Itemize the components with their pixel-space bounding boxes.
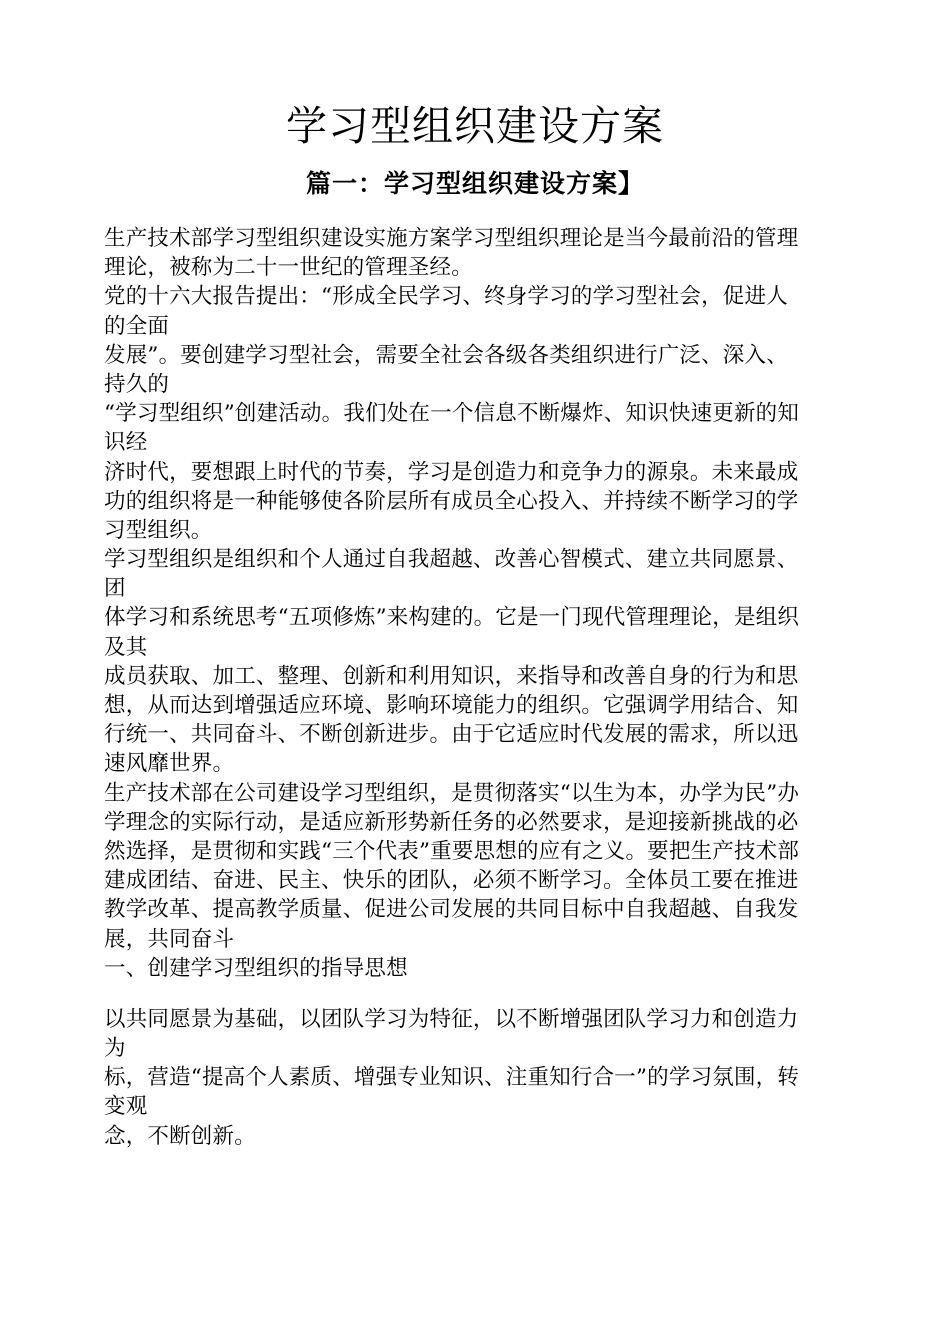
body-line: 团 xyxy=(104,576,126,602)
body-line: 持久的 xyxy=(104,371,170,397)
body-line: 的全面 xyxy=(104,313,170,339)
body-line: 济时代，要想跟上时代的节奏，学习是创造力和竞争力的源泉。未来最成 xyxy=(104,459,799,485)
body-line: 党的十六大报告提出：“形成全民学习、终身学习的学习型社会，促进人 xyxy=(104,284,788,310)
section-heading: 一、创建学习型组织的指导思想 xyxy=(104,955,408,981)
body-line: 及其 xyxy=(104,634,148,660)
body-line: 理论，被称为二十一世纪的管理圣经。 xyxy=(104,255,473,281)
body-line: 为 xyxy=(104,1036,126,1062)
document-subtitle: 篇一：学习型组织建设方案】 xyxy=(305,169,644,198)
body-line: 然选择，是贯彻和实践“三个代表”重要思想的应有之义。要把生产技术部 xyxy=(104,838,800,864)
body-line: 想，从而达到增强适应环境、影响环境能力的组织。它强调学用结合、知 xyxy=(104,693,799,718)
body-line: 念，不断创新。 xyxy=(104,1123,256,1149)
body-line: 展，共同奋斗 xyxy=(104,926,235,952)
body-line: 功的组织将是一种能够使各阶层所有成员全心投入、并持续不断学习的学 xyxy=(104,488,799,514)
body-line: 建成团结、奋进、民主、快乐的团队，必须不断学习。全体员工要在推进 xyxy=(104,868,799,894)
body-line: 速风靡世界。 xyxy=(104,751,235,777)
body-line: 生产技术部在公司建设学习型组织，是贯彻落实“以生为本，办学为民”办 xyxy=(104,780,800,806)
body-line: “学习型组织”创建活动。我们处在一个信息不断爆炸、知识快速更新的知 xyxy=(104,401,800,427)
body-line: 行统一、共同奋斗、不断创新进步。由于它适应时代发展的需求，所以迅 xyxy=(104,722,799,748)
body-line: 变观 xyxy=(104,1094,148,1120)
body-line: 成员获取、加工、整理、创新和利用知识，来指导和改善自身的行为和思 xyxy=(104,663,799,689)
document-title: 学习型组织建设方案 xyxy=(286,102,664,150)
body-line: 生产技术部学习型组织建设实施方案学习型组织理论是当今最前沿的管理 xyxy=(104,226,799,251)
body-line: 以共同愿景为基础，以团队学习为特征，以不断增强团队学习力和创造力 xyxy=(104,1006,799,1032)
body-line: 习型组织。 xyxy=(104,517,213,543)
body-line: 识经 xyxy=(104,430,148,456)
body-line: 学习型组织是组织和个人通过自我超越、改善心智模式、建立共同愿景、 xyxy=(104,547,799,573)
body-line: 标，营造“提高个人素质、增强专业知识、注重知行合一”的学习氛围，转 xyxy=(104,1065,800,1091)
paragraph-gap xyxy=(104,983,856,1005)
body-line: 发展”。要创建学习型社会，需要全社会各级各类组织进行广泛、深入、 xyxy=(104,342,788,368)
body-line: 教学改革、提高教学质量、促进公司发展的共同目标中自我超越、自我发 xyxy=(104,897,799,923)
document-body xyxy=(104,224,856,1151)
body-line: 体学习和系统思考“五项修炼”来构建的。它是一门现代管理理论，是组织 xyxy=(104,605,800,631)
body-line: 学理念的实际行动，是适应新形势新任务的必然要求，是迎接新挑战的必 xyxy=(104,809,799,835)
